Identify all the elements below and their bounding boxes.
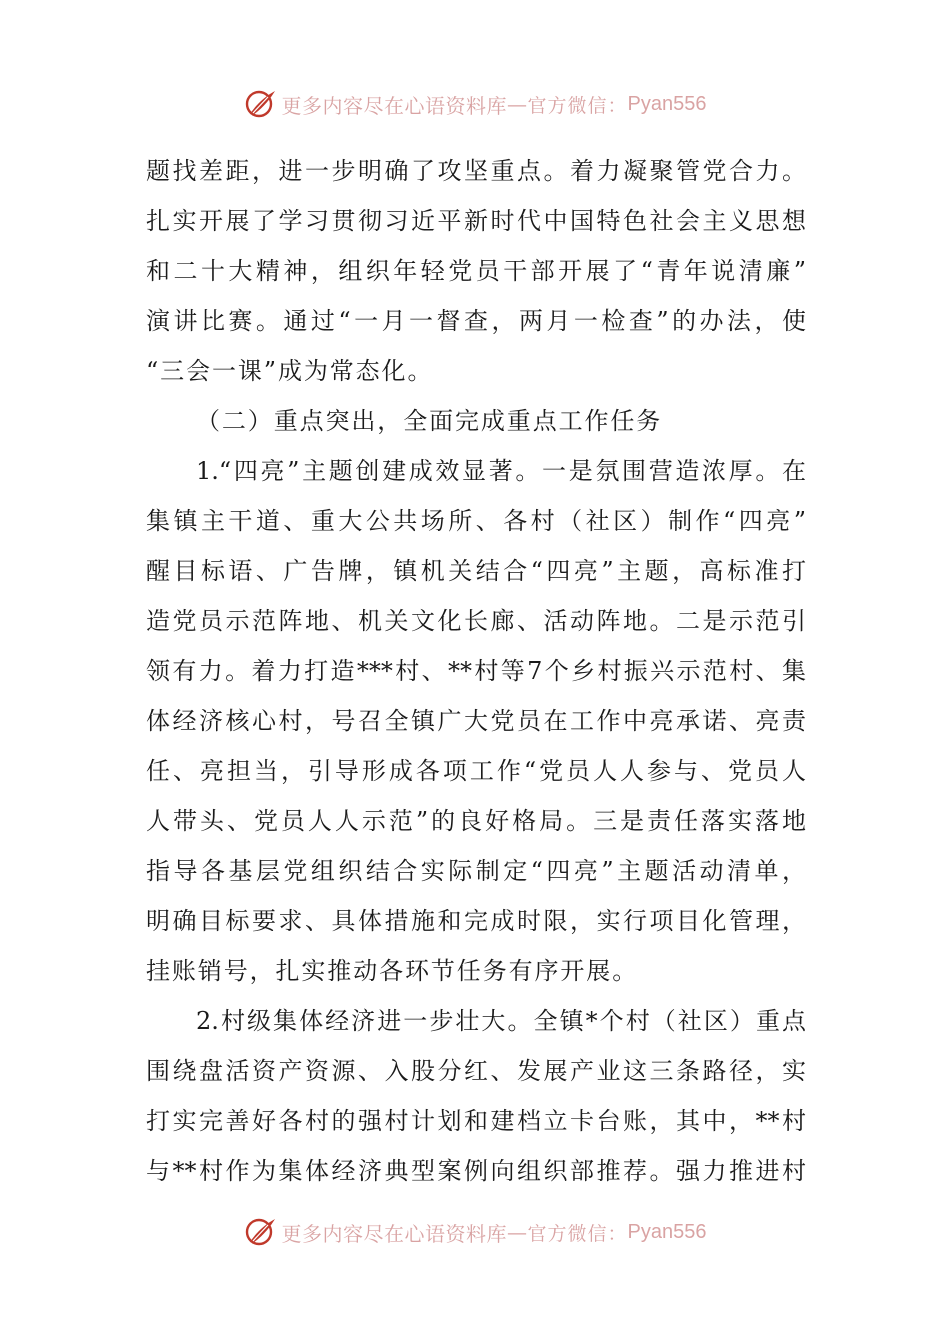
text-line: “三会一课”成为常态化。 — [146, 357, 434, 385]
text-line: 扎实开展了学习贯彻习近平新时代中国特色社会主义思想 — [146, 207, 806, 235]
text-line: 体经济核心村，号召全镇广大党员在工作中亮承诺、亮责 — [146, 707, 806, 735]
paragraph-start: 2.村级集体经济进一步壮大。全镇*个村（社区）重点 — [196, 1007, 806, 1035]
footer-watermark — [0, 1212, 950, 1252]
watermark-dash: — — [507, 92, 528, 116]
text-line: 造党员示范阵地、机关文化长廊、活动阵地。二是示范引 — [146, 607, 806, 635]
watermark-wechat-id: Pyan556 — [627, 92, 707, 115]
text-line: 明确目标要求、具体措施和完成时限，实行项目化管理， — [146, 907, 806, 935]
watermark-dash: — — [507, 1220, 528, 1244]
text-line: 领有力。着力打造***村、**村等7个乡村振兴示范村、集 — [146, 657, 806, 685]
text-line: 人带头、党员人人示范”的良好格局。三是责任落实落地 — [146, 807, 806, 835]
paragraph-start: 1.“四亮”主题创建成效显著。一是氛围营造浓厚。在 — [196, 457, 806, 485]
watermark-wechat-label: 官方微信： — [527, 94, 628, 117]
text-line: 演讲比赛。通过“一月一督查，两月一检查”的办法，使 — [146, 307, 806, 335]
watermark-wechat-id: Pyan556 — [627, 1220, 707, 1243]
quill-logo-icon — [244, 87, 278, 121]
text-line: 围绕盘活资产资源、入股分红、发展产业这三条路径，实 — [146, 1057, 806, 1085]
text-line: 题找差距，进一步明确了攻坚重点。着力凝聚管党合力。 — [146, 157, 806, 185]
text-line: 醒目标语、广告牌，镇机关结合“四亮”主题，高标准打 — [146, 557, 806, 585]
text-line: 任、亮担当，引导形成各项工作“党员人人参与、党员人 — [146, 757, 806, 785]
quill-logo-icon — [244, 1215, 278, 1249]
document-body — [146, 146, 806, 1196]
header-watermark — [0, 84, 950, 124]
text-line: 和二十大精神，组织年轻党员干部开展了“青年说清廉” — [146, 257, 806, 285]
text-line: 集镇主干道、重大公共场所、各村（社区）制作“四亮” — [146, 507, 806, 535]
watermark-wechat-label: 官方微信： — [527, 1222, 628, 1245]
text-line: 挂账销号，扎实推动各环节任务有序开展。 — [146, 957, 639, 985]
text-line: 打实完善好各村的强村计划和建档立卡台账，其中，**村 — [146, 1107, 806, 1135]
section-heading: （二）重点突出，全面完成重点工作任务 — [196, 407, 663, 435]
watermark-brand: 更多内容尽在心语资料库 — [281, 93, 507, 118]
watermark-brand: 更多内容尽在心语资料库 — [281, 1221, 507, 1246]
text-line: 与**村作为集体经济典型案例向组织部推荐。强力推进村 — [146, 1157, 806, 1185]
text-line: 指导各基层党组织结合实际制定“四亮”主题活动清单， — [146, 857, 806, 885]
